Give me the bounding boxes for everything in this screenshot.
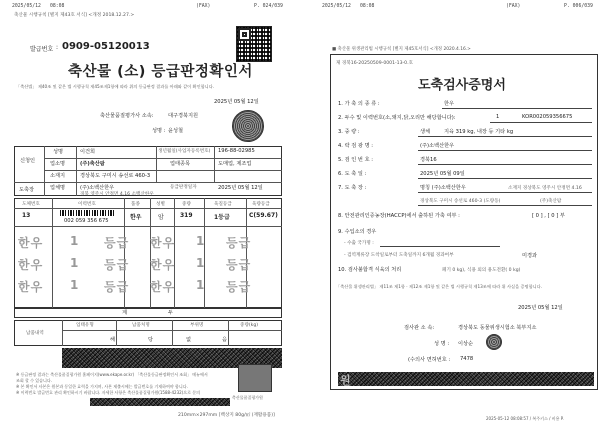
applicant-label: 신청인 [20,158,36,164]
document-title: 축산물 (소) 등급판정확인서 [68,64,253,80]
row-5-value: 경북16 [420,157,437,163]
ghost-breed-4: 한우 [150,258,176,272]
grade-date: 2025년 05월 12일 [218,185,263,191]
fax-label: (FAX) [506,4,521,9]
inspector-name-label: 성 명 : [434,341,450,347]
haccp-label: 8. 안전관리인증농장(HACCP)에서 출하된 가축 여부 : [338,213,460,219]
address-label: 소재지 [50,173,66,179]
stamp-text: 축산물품질평가원 [232,395,263,400]
row-6-label: 6. 도 축 일 : [338,171,367,177]
row-6-value: 2025년 05월 09일 [420,171,465,177]
quality-grade: 1등급 [214,214,230,221]
biz-type-head: 업태종목 [170,161,191,167]
ghost-grade-num-5: 1 [70,278,80,292]
th-sex: 성별 [156,202,165,207]
quarantine-value: 미경과 [522,253,538,259]
notice-text: 「축산법」 제40조 및 같은 법 시행규칙 제45조제1항에 따라 위의 등급판정 결과를 아래와 같이 확인합니다. [16,84,215,89]
org-logo-stamp [238,364,272,392]
cert-no: 제 경북16-20250509-0001-13-0.호 [336,61,413,66]
form-caption: 축산물 시행규칙 [별지 제43호 서식] <개정 2018.12.27.> [14,13,135,18]
fax-date: 2025/05/12 [322,4,351,9]
ghost-grade-num-6: 1 [196,278,206,292]
total-value: 두 [168,310,174,316]
th-weight: 중량 [182,202,191,207]
row-1-label: 1. 가 축 의 종 류 : [338,101,380,107]
inspection-certificate-page [310,0,610,432]
row-1-value: 한우 [444,101,455,107]
ghost-grade-6: 등급 [226,280,252,294]
biz-name-label: 업소명 [50,161,66,167]
office-label: 축산물품질평가사 소속: [100,113,154,119]
import-country: - 수출 국가명 : [344,241,374,246]
row-7-extra: 소재지 경상북도 영주시 안정면 4.16 [508,186,582,191]
ghost-grade-2: 등급 [226,236,252,250]
inspector-org-label: 검사관 소 속: [404,325,435,331]
paper-size: 210mm×297mm [백상지 80g/㎡ (재활용품)] [178,413,275,418]
plant-label: 업체명 [50,185,66,191]
fax-time: 08:08 [360,4,375,9]
ghost-grade-3: 등급 [104,258,130,272]
fax-page: P. 006/039 [564,4,593,9]
slaughter-label: 도축장 [19,187,35,193]
fax-page: P. 024/039 [254,4,283,9]
inspector-seal [486,334,502,350]
plant-address: 경북 영주시 안정면 4.16 소백산한우 [80,192,154,197]
fax-time: 08:08 [50,4,65,9]
row-2-trace: KOR002059356675 [522,114,573,120]
sub-head-3: 부위명 [190,323,204,328]
total-label: 계 [122,310,128,316]
row-5-label: 5. 검 인 번 호 : [338,157,373,163]
footnote-1: ※ 등급판정 결과는 축산물품질평가원 홈페이지(www.ekape.or.kr) 「축산물등급판정확인서 조회」 메뉴에서 [16,372,208,377]
sub-head-4: 중량(kg) [240,323,259,328]
birth-label: 생년월일(사업자등록번호) [158,149,211,154]
bottom-pattern [90,398,230,406]
ghost-grade-num-4: 1 [196,256,206,270]
fax-label: (FAX) [196,4,211,9]
biz-type: 도매업, 제조업 [218,161,252,167]
th-carcass: 도체번호 [22,202,40,207]
sub-row-3: 없 [186,337,192,343]
issue-no-label: 발급번호 [30,46,54,53]
row-3-extra: 지육 319 kg, 내장 등 기타 kg [444,129,514,135]
row-4-value: (주)소백산한우 [420,143,455,149]
row-2-value: 1 [496,114,500,120]
row-4-label: 4. 락 검 광 명 : [338,143,373,149]
issue-no-colon: : [56,44,59,51]
office-name: 대구경북지원 [168,113,199,119]
ghost-breed-1: 한우 [18,236,44,250]
biz-reg-no: 196-88-02985 [218,148,255,154]
biz-name: (주)축산팜 [80,161,105,167]
trace-barcode [60,210,116,216]
fax-date: 2025/05/12 [12,4,41,9]
rep-name: 이건희 [80,149,96,155]
th-trace: 이력번호 [78,202,96,207]
grader-stamp [232,110,264,142]
inspection-noise [338,372,594,386]
ghost-grade-num-2: 1 [196,234,206,248]
certificate-date: 2025년 05월 12일 [518,305,563,311]
row-3-label: 3. 중 량 : [338,129,360,135]
statement: 「축산물 위생관리법」 제11조 제1항 · 제12조 제1항 및 같은 법 시행규칙 제13조에 따라 위 사실을 증명합니다. [336,284,543,289]
form-caption: ■ 축산물 위생관리법 시행규칙 [별지 제45호서식] <개정 2020.4.16.> [332,47,471,52]
row-3-value: 생체 [420,129,431,135]
sub-head-1: 업태유형 [76,323,94,328]
ghost-breed-2: 한우 [150,236,176,250]
delivery-label: 납품내역 [26,331,44,336]
grader-name: 윤성철 [168,128,184,134]
grader-label: 성명 : [152,128,166,134]
sub-row-2: 당 [148,337,154,343]
grading-certificate-page [0,0,300,432]
haccp-value: [ 0 ] , [ 0 ] 부 [532,213,565,219]
watermark: 원 [340,374,351,387]
sex: 암 [158,214,164,221]
sub-row-1: 해 [110,337,116,343]
result-value: 폐기 0 kg), 식용 외의 용도전환( 0 kg) [442,268,521,273]
carcass-no: 13 [22,212,31,219]
footnote-4: ※ 이력번호 발급번호 관리 확인하시기 바랍니다. 자세한 사항은 축산물품질평가원(1588-4232)으로 문의 [16,390,200,395]
th-quality: 육질등급 [214,202,232,207]
breed: 한우 [130,214,142,221]
quarantine-label: - 검역계류장 도착일로부터 도축일까지 6개월 경과여부 [344,253,454,258]
row-8-address: 경상북도 구미시 송선로 460-3 (도량동) [420,199,501,204]
trace-no: 002 059 356 675 [64,218,109,224]
sub-row-4: 음 [222,337,228,343]
th-breed: 품종 [131,202,140,207]
issue-no: 0909-05120013 [62,41,150,52]
ghost-grade-1: 등급 [104,236,130,250]
ghost-grade-5: 등급 [104,280,130,294]
ghost-grade-num-3: 1 [70,256,80,270]
th-yield: 육량등급 [252,202,270,207]
total-row [14,308,282,318]
ghost-grade-num-1: 1 [70,234,80,248]
inspector-name: 이상순 [458,341,474,347]
ghost-breed-3: 한우 [18,258,44,272]
result-label: 10. 검사불합격 식육의 처리 [338,267,402,273]
yield-grade: C(59.67) [249,212,278,219]
import-label: 9. 수입소의 경우 [338,229,377,235]
weight: 319 [180,212,193,219]
grade-date-label: 등급판정일자 [170,185,197,190]
row-7-label: 7. 도 축 장 : [338,185,367,191]
issue-date: 2025년 05월 12일 [214,99,259,105]
footnote-2: 조회 할 수 있습니다. [16,378,52,383]
ghost-grade-4: 등급 [226,258,252,272]
address: 경상북도 구미시 송선로 460-3 [80,173,151,179]
license-label: (수의사 면허번호 : [408,357,451,363]
document-title: 도축검사증명서 [418,78,506,93]
ghost-breed-6: 한우 [150,280,176,294]
row-2-label: 2. 두수 및 이력번호(소,돼지,닭,오리만 해당합니다): [338,115,456,121]
inspector-org: 경상북도 동물위생시험소 북부지소 [458,325,537,331]
qr-code [236,26,272,62]
bottom-stamp: 2025-05-12 08:08:57 / 복주키스 / 비용 P. [486,416,564,421]
license-no: 7478 [460,356,474,362]
sub-head-2: 납품처명 [132,323,150,328]
plant-name: (주)소백산한우 [80,185,115,191]
footnote-3: ※ 본 확인서 사본은 원본과 동일한 효력을 가지며, 사본 제출시에는 발급번호를 기재하여야 합니다. [16,384,188,389]
rep-label: 성명 [53,149,64,155]
row-8-owner: (주)축산팜 [540,199,562,204]
row-7-value: 명칭 (주)소백산한우 [420,185,466,191]
ghost-breed-5: 한우 [18,280,44,294]
